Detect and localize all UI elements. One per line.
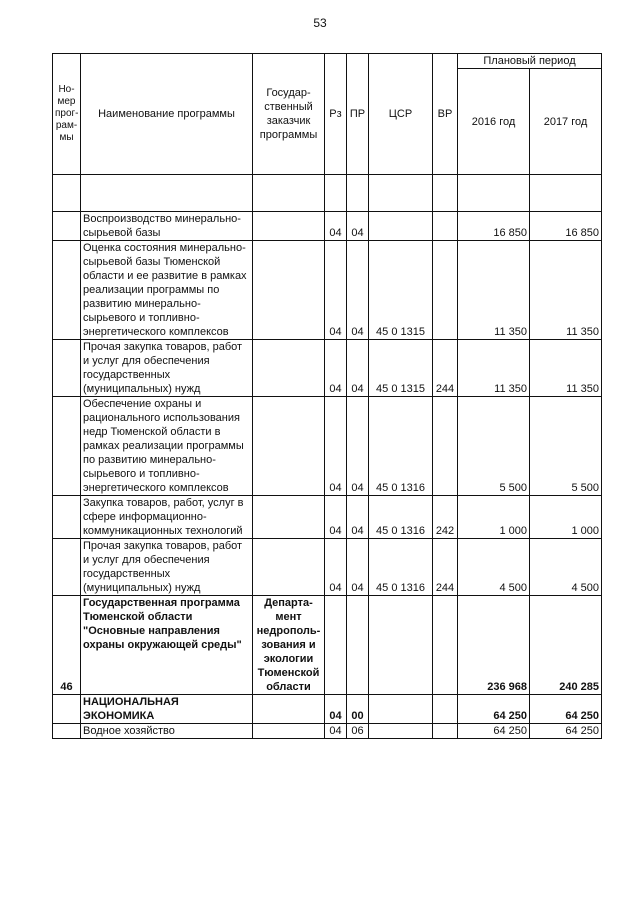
row-csr — [369, 212, 433, 241]
row-number — [53, 340, 81, 397]
row-name: НАЦИОНАЛЬНАЯ ЭКОНОМИКА — [81, 695, 253, 724]
row-vr — [433, 695, 458, 724]
row-vr — [433, 241, 458, 340]
row-2017: 4 500 — [530, 539, 602, 596]
row-rz: 04 — [325, 241, 347, 340]
row-rz: 04 — [325, 724, 347, 739]
row-csr: 45 0 1316 — [369, 539, 433, 596]
row-2016: 16 850 — [458, 212, 530, 241]
row-2016: 11 350 — [458, 340, 530, 397]
header-client: Государ-ственный заказчик программы — [253, 54, 325, 175]
row-2016: 1 000 — [458, 496, 530, 539]
row-rz: 04 — [325, 212, 347, 241]
row-client — [253, 340, 325, 397]
row-vr: 242 — [433, 496, 458, 539]
row-csr: 45 0 1316 — [369, 397, 433, 496]
spacer-row — [53, 175, 602, 212]
header-planned-period: Плановый период — [458, 54, 602, 69]
row-pr: 04 — [347, 212, 369, 241]
row-number — [53, 212, 81, 241]
row-pr: 06 — [347, 724, 369, 739]
row-2016: 4 500 — [458, 539, 530, 596]
row-pr: 04 — [347, 340, 369, 397]
row-name: Государственная программа Тюменской области "Основные направления охраны окружающей среды" — [81, 596, 253, 695]
row-number — [53, 397, 81, 496]
header-year-2017: 2017 год — [530, 69, 602, 175]
table-row — [53, 724, 602, 739]
header-name: Наименование программы — [81, 54, 253, 175]
row-client — [253, 496, 325, 539]
row-vr — [433, 596, 458, 695]
row-vr — [433, 397, 458, 496]
row-2016: 64 250 — [458, 724, 530, 739]
row-client — [253, 241, 325, 340]
row-2017: 11 350 — [530, 340, 602, 397]
row-pr: 04 — [347, 397, 369, 496]
row-name: Водное хозяйство — [81, 724, 253, 739]
row-2017: 5 500 — [530, 397, 602, 496]
row-rz: 04 — [325, 496, 347, 539]
row-client — [253, 695, 325, 724]
header-number: Но-мер прог-рам-мы — [53, 54, 81, 175]
header-vr: ВР — [433, 54, 458, 175]
budget-table — [52, 53, 602, 739]
section-row — [53, 695, 602, 724]
row-number — [53, 695, 81, 724]
header-rz: Рз — [325, 54, 347, 175]
table-row — [53, 397, 602, 496]
table-row — [53, 539, 602, 596]
row-2016: 236 968 — [458, 596, 530, 695]
table-row — [53, 496, 602, 539]
row-rz — [325, 596, 347, 695]
row-client — [253, 397, 325, 496]
row-name: Воспроизводство минерально-сырьевой базы — [81, 212, 253, 241]
program-row — [53, 596, 602, 695]
row-number — [53, 724, 81, 739]
header-csr: ЦСР — [369, 54, 433, 175]
row-pr: 00 — [347, 695, 369, 724]
row-pr: 04 — [347, 241, 369, 340]
row-vr: 244 — [433, 340, 458, 397]
row-number: 46 — [53, 596, 81, 695]
table-row — [53, 340, 602, 397]
row-rz: 04 — [325, 397, 347, 496]
row-rz: 04 — [325, 539, 347, 596]
table-row — [53, 212, 602, 241]
row-pr: 04 — [347, 539, 369, 596]
row-2017: 240 285 — [530, 596, 602, 695]
row-vr — [433, 212, 458, 241]
row-2017: 11 350 — [530, 241, 602, 340]
row-name: Прочая закупка товаров, работ и услуг для обеспечения государственных (муниципальных) нужд — [81, 539, 253, 596]
row-2017: 64 250 — [530, 695, 602, 724]
row-pr — [347, 596, 369, 695]
table-row — [53, 241, 602, 340]
row-2016: 5 500 — [458, 397, 530, 496]
row-csr: 45 0 1315 — [369, 241, 433, 340]
header-row-top — [53, 54, 602, 69]
row-csr: 45 0 1315 — [369, 340, 433, 397]
row-rz: 04 — [325, 340, 347, 397]
row-client: Департа-мент недрополь-зования и экологии Тюменской области — [253, 596, 325, 695]
row-client — [253, 539, 325, 596]
row-csr: 45 0 1316 — [369, 496, 433, 539]
row-csr — [369, 724, 433, 739]
row-name: Прочая закупка товаров, работ и услуг для обеспечения государственных (муниципальных) нужд — [81, 340, 253, 397]
row-name: Оценка состояния минерально-сырьевой базы Тюменской области и ее развитие в рамках реализации программы по развитию минерально-сырьевого и топливно-энергетического комплексов — [81, 241, 253, 340]
row-csr — [369, 596, 433, 695]
row-pr: 04 — [347, 496, 369, 539]
row-name: Обеспечение охраны и рационального использования недр Тюменской области в рамках реализации программы по развитию минерально-сырьевого и топливно-энергетического комплексов — [81, 397, 253, 496]
header-year-2016: 2016 год — [458, 69, 530, 175]
row-number — [53, 539, 81, 596]
row-vr: 244 — [433, 539, 458, 596]
row-2017: 16 850 — [530, 212, 602, 241]
row-number — [53, 241, 81, 340]
row-number — [53, 496, 81, 539]
row-client — [253, 724, 325, 739]
row-2016: 11 350 — [458, 241, 530, 340]
row-2017: 64 250 — [530, 724, 602, 739]
row-name: Закупка товаров, работ, услуг в сфере информационно-коммуникационных технологий — [81, 496, 253, 539]
row-csr — [369, 695, 433, 724]
row-2017: 1 000 — [530, 496, 602, 539]
row-2016: 64 250 — [458, 695, 530, 724]
header-pr: ПР — [347, 54, 369, 175]
row-vr — [433, 724, 458, 739]
row-client — [253, 212, 325, 241]
page-number: 53 — [313, 16, 327, 30]
row-rz: 04 — [325, 695, 347, 724]
